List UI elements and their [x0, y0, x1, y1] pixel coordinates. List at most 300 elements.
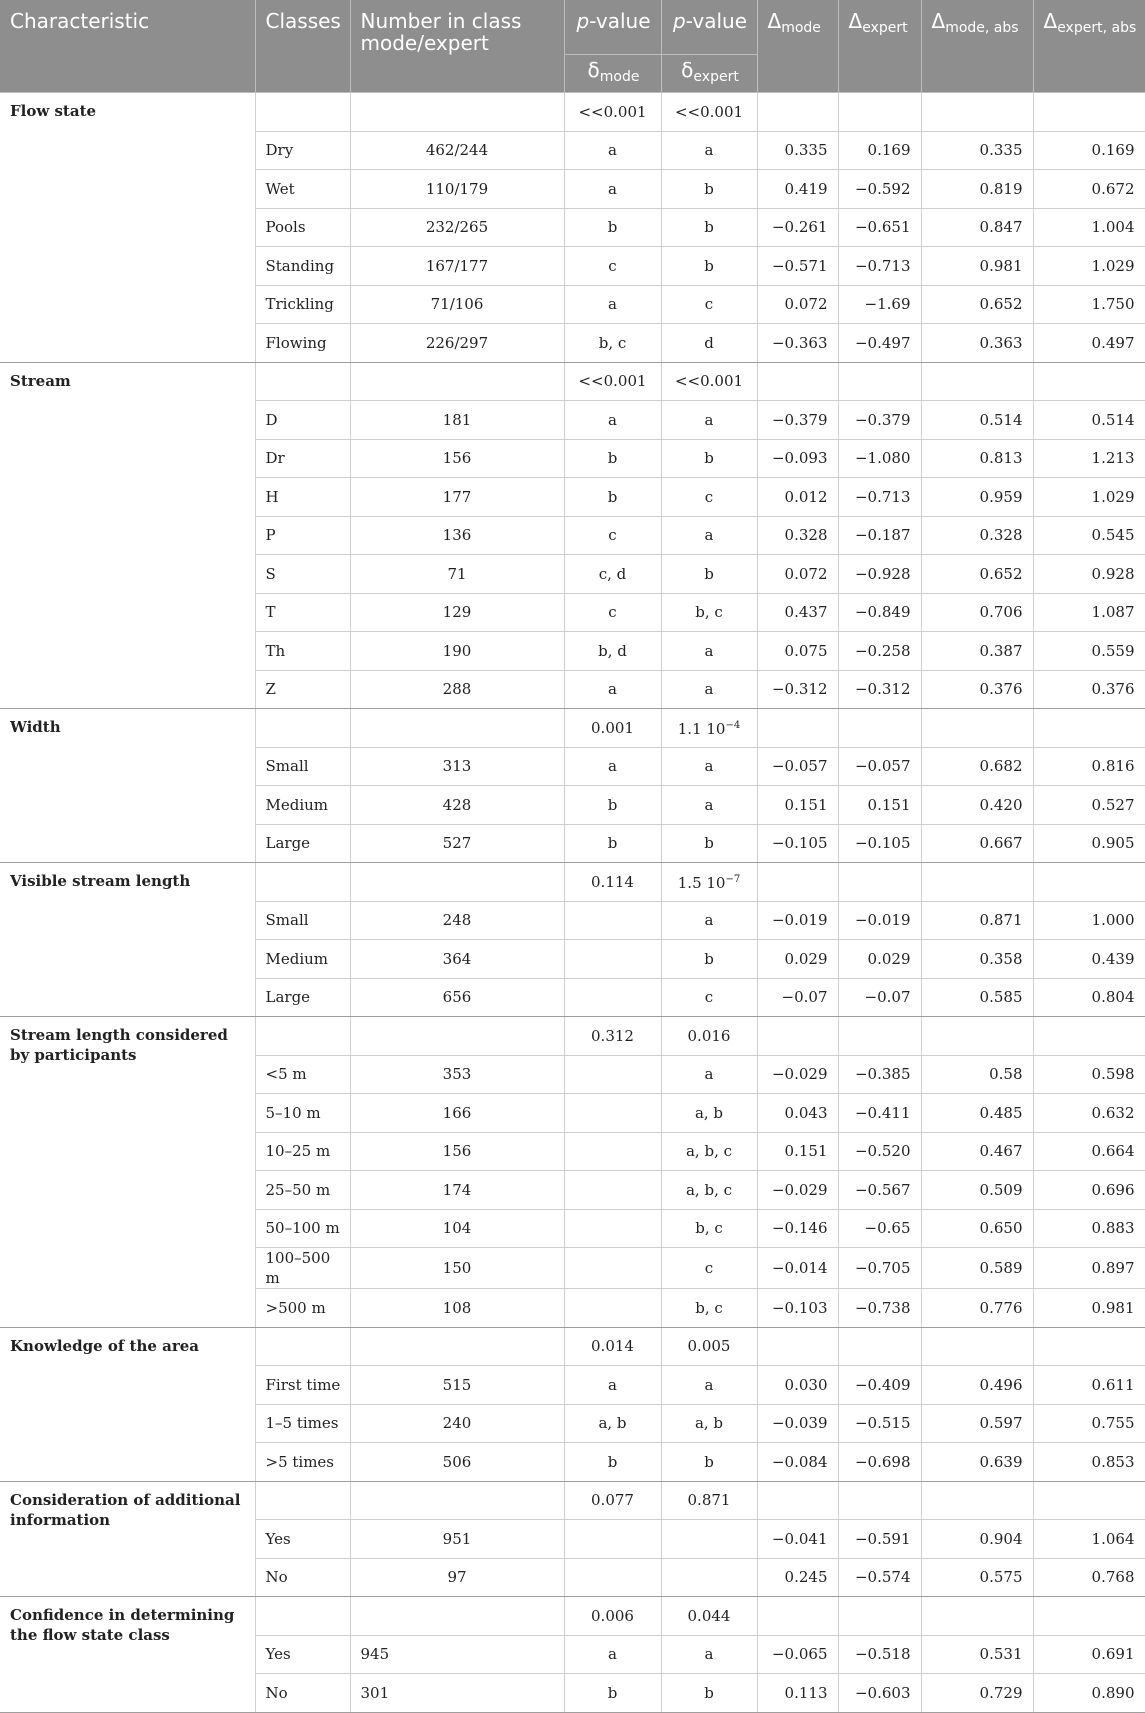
number-cell: 248 — [350, 901, 564, 940]
header-delta-expert: $\Delta_{expert}$ — [838, 0, 921, 93]
p-value-expert-cell — [661, 863, 757, 902]
delta-expert-abs-cell: 1.029 — [1033, 478, 1145, 517]
delta-mode-cell: 0.245 — [757, 1558, 838, 1597]
group-header-row — [0, 1327, 1145, 1366]
p-value-expert-cell: d — [661, 324, 757, 363]
class-cell: Dry — [255, 131, 350, 170]
number-cell: 174 — [350, 1171, 564, 1210]
class-cell: Dr — [255, 439, 350, 478]
delta-mode-cell: −0.039 — [757, 1404, 838, 1443]
delta-cell — [1033, 1481, 1145, 1520]
delta-expert-abs-cell: 0.545 — [1033, 516, 1145, 555]
p-value-expert-cell: c — [661, 978, 757, 1017]
class-cell — [255, 863, 350, 902]
delta-expert-cell: −0.705 — [838, 1248, 921, 1289]
p-value-expert-cell: a, b, c — [661, 1132, 757, 1171]
p-value-expert-cell: b — [661, 1443, 757, 1482]
delta-expert-abs-cell: 0.611 — [1033, 1366, 1145, 1405]
delta-expert-abs-cell: 0.890 — [1033, 1674, 1145, 1713]
number-cell: 240 — [350, 1404, 564, 1443]
delta-mode-cell: 0.030 — [757, 1366, 838, 1405]
delta-mode-cell: −0.363 — [757, 324, 838, 363]
delta-mode-abs-cell: 0.904 — [921, 1520, 1033, 1559]
class-cell: Medium — [255, 940, 350, 979]
group-header-row — [0, 362, 1145, 401]
header-characteristic: Characteristic — [0, 0, 255, 93]
delta-expert-cell: −1.080 — [838, 439, 921, 478]
p-value-mode-cell — [564, 1248, 661, 1289]
number-cell: 951 — [350, 1520, 564, 1559]
delta-mode-cell: 0.151 — [757, 786, 838, 825]
number-cell: 353 — [350, 1055, 564, 1094]
delta-cell — [1033, 709, 1145, 748]
delta-expert-abs-cell: 0.883 — [1033, 1209, 1145, 1248]
p-value-expert-cell: c — [661, 1248, 757, 1289]
p-value-expert-cell — [661, 1520, 757, 1559]
p-value-expert-cell: b — [661, 208, 757, 247]
delta-cell — [838, 1327, 921, 1366]
delta-expert-abs-cell: 0.559 — [1033, 632, 1145, 671]
p-value-mode-cell — [564, 1520, 661, 1559]
p-value-mode-cell: b — [564, 439, 661, 478]
p-value-expert-cell: a — [661, 786, 757, 825]
delta-expert-cell: −0.713 — [838, 247, 921, 286]
class-cell: <5 m — [255, 1055, 350, 1094]
delta-expert-abs-cell: 1.750 — [1033, 285, 1145, 324]
number-cell: 945 — [350, 1635, 564, 1674]
p-value-expert-cell: c — [661, 478, 757, 517]
p-value-expert-cell: b, c — [661, 1289, 757, 1328]
number-cell: 288 — [350, 670, 564, 709]
delta-mode-abs-cell: 0.639 — [921, 1443, 1033, 1482]
p-value-expert-exponent: −7 — [725, 874, 741, 886]
delta-mode-cell: 0.419 — [757, 170, 838, 209]
delta-mode-cell: −0.103 — [757, 1289, 838, 1328]
delta-cell — [757, 93, 838, 132]
p-value-mode-cell: b — [564, 1674, 661, 1713]
delta-expert-abs-cell: 0.598 — [1033, 1055, 1145, 1094]
delta-mode-cell: 0.151 — [757, 1132, 838, 1171]
p-value-expert-cell: a, b, c — [661, 1171, 757, 1210]
delta-expert-abs-cell: 0.497 — [1033, 324, 1145, 363]
delta-mode-abs-cell: 0.706 — [921, 593, 1033, 632]
delta-mode-abs-cell: 0.328 — [921, 516, 1033, 555]
p-value-expert-cell — [661, 1481, 757, 1520]
header-delta-mode-abs: $\Delta_{mode, abs}$ — [921, 0, 1033, 93]
number-cell: 226/297 — [350, 324, 564, 363]
number-cell: 313 — [350, 747, 564, 786]
delta-cell — [838, 93, 921, 132]
p-value-mode-cell: <<0.001 — [564, 93, 661, 132]
delta-expert-cell: −0.651 — [838, 208, 921, 247]
class-cell: Trickling — [255, 285, 350, 324]
header-small-delta-expert: $\delta_{expert}$ — [661, 55, 757, 93]
p-value-expert-cell: b — [661, 247, 757, 286]
delta-expert-abs-cell: 0.897 — [1033, 1248, 1145, 1289]
p-value-expert-cell: a — [661, 1055, 757, 1094]
class-cell — [255, 1481, 350, 1520]
p-value-expert-cell: a — [661, 131, 757, 170]
p-value-mode-cell: b, d — [564, 632, 661, 671]
delta-cell — [1033, 93, 1145, 132]
delta-mode-abs-cell: 0.485 — [921, 1094, 1033, 1133]
p-value-mode-cell: b — [564, 478, 661, 517]
delta-mode-abs-cell: 0.585 — [921, 978, 1033, 1017]
delta-expert-cell: −0.520 — [838, 1132, 921, 1171]
delta-mode-cell: −0.065 — [757, 1635, 838, 1674]
delta-expert-cell: 0.151 — [838, 786, 921, 825]
class-cell: Yes — [255, 1635, 350, 1674]
delta-mode-cell: −0.029 — [757, 1055, 838, 1094]
delta-expert-cell: −0.258 — [838, 632, 921, 671]
delta-mode-abs-cell: 0.776 — [921, 1289, 1033, 1328]
delta-mode-abs-cell: 0.650 — [921, 1209, 1033, 1248]
class-cell: Small — [255, 901, 350, 940]
table-body — [0, 93, 1145, 1713]
p-value-mode-cell — [564, 901, 661, 940]
number-cell: 71/106 — [350, 285, 564, 324]
p-value-expert-text: <<0.001 — [674, 102, 744, 121]
class-cell: Standing — [255, 247, 350, 286]
p-value-mode-cell: a — [564, 1635, 661, 1674]
delta-expert-cell: −0.603 — [838, 1674, 921, 1713]
delta-expert-cell: −0.849 — [838, 593, 921, 632]
p-value-mode-cell: 0.114 — [564, 863, 661, 902]
class-cell: 100–500 m — [255, 1248, 350, 1289]
p-value-expert-cell — [661, 1558, 757, 1597]
delta-expert-cell: −0.385 — [838, 1055, 921, 1094]
p-value-mode-cell — [564, 940, 661, 979]
p-value-expert-cell — [661, 362, 757, 401]
p-value-mode-cell: 0.001 — [564, 709, 661, 748]
delta-mode-cell: −0.379 — [757, 401, 838, 440]
characteristic-cell: Confidence in determining the flow state class — [0, 1597, 255, 1713]
class-cell: Large — [255, 978, 350, 1017]
delta-expert-cell: −0.312 — [838, 670, 921, 709]
class-cell: >500 m — [255, 1289, 350, 1328]
delta-expert-cell: −0.591 — [838, 1520, 921, 1559]
delta-expert-abs-cell: 1.213 — [1033, 439, 1145, 478]
delta-mode-cell: 0.335 — [757, 131, 838, 170]
p-value-expert-text: <<0.001 — [674, 372, 744, 391]
class-cell: T — [255, 593, 350, 632]
p-value-mode-cell: a — [564, 131, 661, 170]
delta-expert-cell: −0.567 — [838, 1171, 921, 1210]
p-value-expert-cell: c — [661, 285, 757, 324]
delta-mode-cell: 0.437 — [757, 593, 838, 632]
number-cell: 104 — [350, 1209, 564, 1248]
delta-mode-abs-cell: 0.847 — [921, 208, 1033, 247]
delta-expert-abs-cell: 0.632 — [1033, 1094, 1145, 1133]
number-cell — [350, 1017, 564, 1056]
number-cell: 527 — [350, 824, 564, 863]
header-small-delta-mode: $\delta_{mode}$ — [564, 55, 661, 93]
delta-expert-cell: 0.029 — [838, 940, 921, 979]
header-delta-mode: $\Delta_{mode}$ — [757, 0, 838, 93]
number-cell: 108 — [350, 1289, 564, 1328]
delta-cell — [921, 709, 1033, 748]
p-value-expert-exponent: −4 — [725, 720, 741, 732]
delta-mode-abs-cell: 0.387 — [921, 632, 1033, 671]
delta-expert-cell: −0.187 — [838, 516, 921, 555]
class-cell — [255, 1597, 350, 1636]
delta-cell — [921, 1481, 1033, 1520]
delta-cell — [838, 1017, 921, 1056]
delta-mode-abs-cell: 0.531 — [921, 1635, 1033, 1674]
p-value-expert-cell: a — [661, 901, 757, 940]
delta-mode-cell: 0.072 — [757, 285, 838, 324]
delta-expert-abs-cell: 1.029 — [1033, 247, 1145, 286]
delta-cell — [921, 1597, 1033, 1636]
number-cell: 166 — [350, 1094, 564, 1133]
number-cell: 71 — [350, 555, 564, 594]
number-cell: 428 — [350, 786, 564, 825]
delta-mode-cell: −0.571 — [757, 247, 838, 286]
p-value-expert-cell: a, b — [661, 1404, 757, 1443]
delta-expert-cell: −0.105 — [838, 824, 921, 863]
number-cell: 97 — [350, 1558, 564, 1597]
class-cell: D — [255, 401, 350, 440]
delta-expert-abs-cell: 0.696 — [1033, 1171, 1145, 1210]
delta-mode-abs-cell: 0.871 — [921, 901, 1033, 940]
p-value-mode-cell: b — [564, 1443, 661, 1482]
delta-mode-abs-cell: 0.729 — [921, 1674, 1033, 1713]
delta-expert-cell: −0.497 — [838, 324, 921, 363]
delta-expert-cell: −0.515 — [838, 1404, 921, 1443]
delta-cell — [838, 709, 921, 748]
header-delta-expert-abs: $\Delta_{expert, abs}$ — [1033, 0, 1145, 93]
delta-expert-abs-cell: 0.853 — [1033, 1443, 1145, 1482]
class-cell: Small — [255, 747, 350, 786]
characteristic-cell: Width — [0, 709, 255, 863]
delta-expert-abs-cell: 0.755 — [1033, 1404, 1145, 1443]
p-value-mode-cell — [564, 1289, 661, 1328]
p-value-expert-text: 1.5 10 — [677, 874, 726, 893]
delta-expert-abs-cell: 0.169 — [1033, 131, 1145, 170]
class-cell: Pools — [255, 208, 350, 247]
delta-cell — [921, 1327, 1033, 1366]
delta-mode-abs-cell: 0.575 — [921, 1558, 1033, 1597]
delta-expert-abs-cell: 0.768 — [1033, 1558, 1145, 1597]
header-number-in-class: Number in class mode/expert — [350, 0, 564, 93]
delta-mode-cell: −0.261 — [757, 208, 838, 247]
class-cell: 25–50 m — [255, 1171, 350, 1210]
p-value-expert-cell — [661, 709, 757, 748]
characteristic-cell: Flow state — [0, 93, 255, 363]
p-value-mode-cell: 0.006 — [564, 1597, 661, 1636]
delta-cell — [838, 1597, 921, 1636]
class-cell: 50–100 m — [255, 1209, 350, 1248]
class-cell — [255, 93, 350, 132]
number-cell: 156 — [350, 439, 564, 478]
number-cell — [350, 1597, 564, 1636]
delta-cell — [757, 362, 838, 401]
header-p-value-mode: p-value — [564, 0, 661, 55]
delta-cell — [1033, 362, 1145, 401]
p-value-expert-cell: b — [661, 170, 757, 209]
p-value-expert-cell: a — [661, 1366, 757, 1405]
number-cell — [350, 93, 564, 132]
class-cell — [255, 1327, 350, 1366]
delta-cell — [921, 863, 1033, 902]
class-cell: No — [255, 1674, 350, 1713]
p-value-mode-cell: c, d — [564, 555, 661, 594]
delta-mode-abs-cell: 0.981 — [921, 247, 1033, 286]
number-cell: 136 — [350, 516, 564, 555]
p-value-mode-cell — [564, 1055, 661, 1094]
p-value-mode-cell — [564, 978, 661, 1017]
delta-cell — [838, 863, 921, 902]
class-cell — [255, 362, 350, 401]
p-value-expert-cell: b — [661, 1674, 757, 1713]
number-cell: 364 — [350, 940, 564, 979]
p-value-expert-cell: b — [661, 940, 757, 979]
delta-mode-abs-cell: 0.509 — [921, 1171, 1033, 1210]
delta-cell — [1033, 1327, 1145, 1366]
delta-expert-abs-cell: 1.004 — [1033, 208, 1145, 247]
p-value-expert-cell — [661, 1327, 757, 1366]
delta-mode-cell: 0.043 — [757, 1094, 838, 1133]
delta-expert-cell: −0.592 — [838, 170, 921, 209]
delta-expert-cell: −0.057 — [838, 747, 921, 786]
p-value-mode-cell: b — [564, 824, 661, 863]
p-value-mode-cell: b — [564, 786, 661, 825]
delta-cell — [1033, 1597, 1145, 1636]
p-value-mode-cell: a — [564, 1366, 661, 1405]
p-value-mode-cell — [564, 1132, 661, 1171]
class-cell: Z — [255, 670, 350, 709]
delta-expert-cell: −0.713 — [838, 478, 921, 517]
delta-cell — [838, 362, 921, 401]
delta-mode-cell: −0.105 — [757, 824, 838, 863]
number-cell: 156 — [350, 1132, 564, 1171]
delta-cell — [757, 1481, 838, 1520]
class-cell: Flowing — [255, 324, 350, 363]
p-value-mode-cell: a — [564, 670, 661, 709]
number-cell: 656 — [350, 978, 564, 1017]
delta-cell — [921, 93, 1033, 132]
p-value-mode-cell: 0.312 — [564, 1017, 661, 1056]
number-cell: 129 — [350, 593, 564, 632]
p-value-mode-cell: b, c — [564, 324, 661, 363]
table-header — [0, 0, 1145, 93]
delta-mode-cell: 0.029 — [757, 940, 838, 979]
class-cell: H — [255, 478, 350, 517]
p-value-expert-cell: b — [661, 824, 757, 863]
number-cell: 232/265 — [350, 208, 564, 247]
p-value-expert-cell: a — [661, 516, 757, 555]
class-cell: 5–10 m — [255, 1094, 350, 1133]
delta-mode-abs-cell: 0.335 — [921, 131, 1033, 170]
class-cell: Medium — [255, 786, 350, 825]
p-value-mode-cell: c — [564, 593, 661, 632]
delta-expert-abs-cell: 0.928 — [1033, 555, 1145, 594]
p-value-mode-cell: c — [564, 516, 661, 555]
number-cell: 462/244 — [350, 131, 564, 170]
p-value-mode-cell: a — [564, 170, 661, 209]
delta-mode-abs-cell: 0.813 — [921, 439, 1033, 478]
class-cell: S — [255, 555, 350, 594]
number-cell: 150 — [350, 1248, 564, 1289]
delta-mode-cell: −0.019 — [757, 901, 838, 940]
delta-expert-abs-cell: 1.064 — [1033, 1520, 1145, 1559]
p-value-expert-cell: b — [661, 439, 757, 478]
p-value-mode-cell: 0.077 — [564, 1481, 661, 1520]
delta-expert-abs-cell: 0.664 — [1033, 1132, 1145, 1171]
delta-expert-abs-cell: 0.439 — [1033, 940, 1145, 979]
delta-expert-cell: −0.574 — [838, 1558, 921, 1597]
p-value-expert-cell: a — [661, 632, 757, 671]
characteristic-cell: Consideration of additional information — [0, 1481, 255, 1597]
p-value-expert-text: 1.1 10 — [677, 720, 726, 739]
delta-cell — [1033, 863, 1145, 902]
p-value-expert-cell: b, c — [661, 593, 757, 632]
number-cell: 301 — [350, 1674, 564, 1713]
number-cell — [350, 1481, 564, 1520]
delta-mode-cell: −0.07 — [757, 978, 838, 1017]
class-cell: Wet — [255, 170, 350, 209]
class-cell: Th — [255, 632, 350, 671]
number-cell: 506 — [350, 1443, 564, 1482]
number-cell: 167/177 — [350, 247, 564, 286]
p-value-expert-cell: a — [661, 401, 757, 440]
delta-expert-cell: −0.65 — [838, 1209, 921, 1248]
delta-expert-cell: −0.409 — [838, 1366, 921, 1405]
header-p-value-expert: p-value — [661, 0, 757, 55]
delta-mode-abs-cell: 0.959 — [921, 478, 1033, 517]
delta-mode-abs-cell: 0.597 — [921, 1404, 1033, 1443]
delta-expert-abs-cell: 1.000 — [1033, 901, 1145, 940]
delta-mode-abs-cell: 0.363 — [921, 324, 1033, 363]
delta-mode-abs-cell: 0.358 — [921, 940, 1033, 979]
delta-cell — [921, 1017, 1033, 1056]
class-cell: Yes — [255, 1520, 350, 1559]
p-value-expert-cell: a — [661, 1635, 757, 1674]
p-value-mode-cell: <<0.001 — [564, 362, 661, 401]
delta-expert-cell: −1.69 — [838, 285, 921, 324]
delta-expert-cell: −0.928 — [838, 555, 921, 594]
class-cell: No — [255, 1558, 350, 1597]
number-cell: 181 — [350, 401, 564, 440]
p-value-expert-cell: b, c — [661, 1209, 757, 1248]
number-cell — [350, 1327, 564, 1366]
delta-expert-cell: −0.411 — [838, 1094, 921, 1133]
p-value-mode-cell: 0.014 — [564, 1327, 661, 1366]
delta-mode-cell: −0.084 — [757, 1443, 838, 1482]
class-cell: P — [255, 516, 350, 555]
delta-expert-cell: 0.169 — [838, 131, 921, 170]
p-value-expert-cell — [661, 1597, 757, 1636]
p-value-expert-text: 0.044 — [687, 1606, 731, 1625]
delta-mode-abs-cell: 0.376 — [921, 670, 1033, 709]
delta-expert-abs-cell: 0.816 — [1033, 747, 1145, 786]
delta-mode-abs-cell: 0.589 — [921, 1248, 1033, 1289]
group-header-row — [0, 93, 1145, 132]
class-cell — [255, 709, 350, 748]
delta-mode-abs-cell: 0.58 — [921, 1055, 1033, 1094]
p-value-mode-cell: c — [564, 247, 661, 286]
number-cell — [350, 863, 564, 902]
delta-expert-abs-cell: 0.514 — [1033, 401, 1145, 440]
delta-mode-abs-cell: 0.496 — [921, 1366, 1033, 1405]
delta-expert-cell: −0.518 — [838, 1635, 921, 1674]
delta-mode-abs-cell: 0.652 — [921, 555, 1033, 594]
delta-expert-abs-cell: 0.691 — [1033, 1635, 1145, 1674]
delta-cell — [1033, 1017, 1145, 1056]
p-value-mode-cell: a — [564, 401, 661, 440]
delta-expert-cell: −0.07 — [838, 978, 921, 1017]
p-value-expert-cell: a, b — [661, 1094, 757, 1133]
